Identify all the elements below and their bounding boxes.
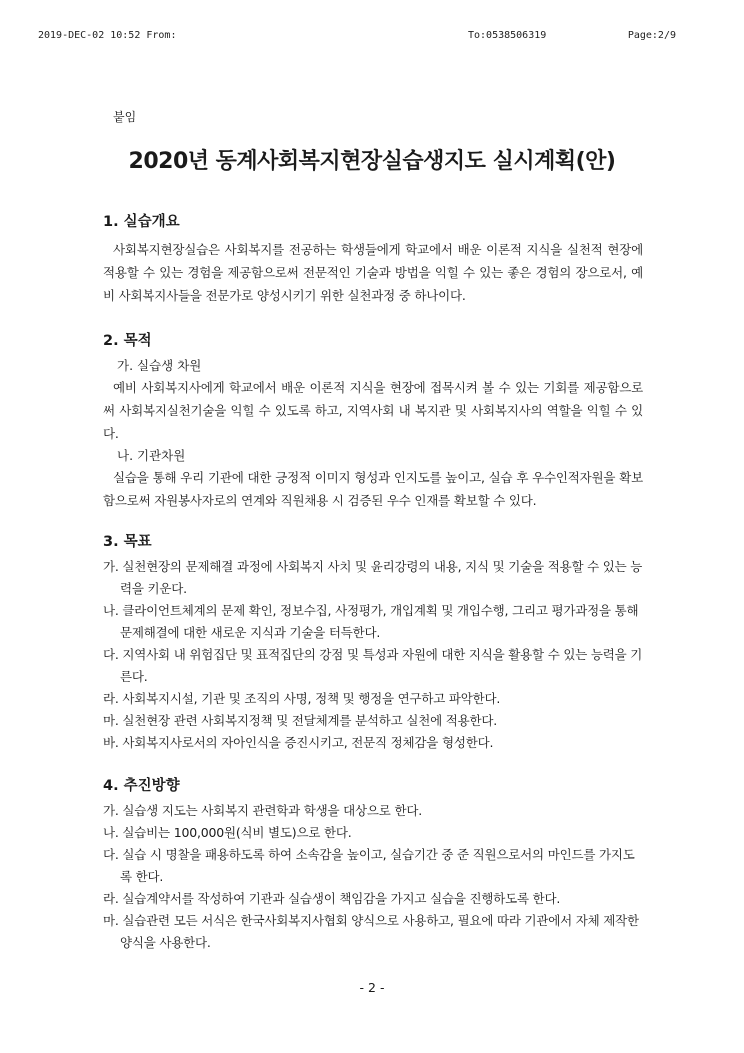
- subsection-heading: 가. 실습생 차원: [117, 358, 202, 373]
- list-item: 마. 실천현장 관련 사회복지정책 및 전달체계를 분석하고 실천에 적용한다.: [103, 713, 497, 728]
- fax-header: [38, 30, 676, 44]
- section-goals: [103, 532, 643, 754]
- list-item: 라. 실습계약서를 작성하여 기관과 실습생이 책임감을 가지고 실습을 진행하도록 한다.: [103, 891, 561, 906]
- list-item: 바. 사회복지사로서의 자아인식을 증진시키고, 전문직 정체감을 형성한다.: [103, 735, 494, 750]
- section-paragraph: 사회복지현장실습은 사회복지를 전공하는 학생들에게 학교에서 배운 이론적 지식을 실천적 현장에 적용할 수 있는 경험을 제공함으로써 전문적인 기술과 방법을 익힐 수 있는 좋은 경험의 장으로서, 예비 사회복지사들을 전문가로 양성시키기 위한 실천과정 중 하나이다.: [103, 242, 643, 303]
- subsection-heading: 나. 기관차원: [117, 448, 186, 463]
- document-title: 2020년 동계사회복지현장실습생지도 실시계획(안): [128, 149, 616, 174]
- list-item: 라. 사회복지시설, 기관 및 조직의 사명, 정책 및 행정을 연구하고 파악한다.: [103, 691, 501, 706]
- section-overview: [103, 212, 643, 307]
- list-item: 나. 실습비는 100,000원(식비 별도)으로 한다.: [103, 825, 352, 840]
- section-direction: [103, 776, 643, 954]
- list-item: 나. 클라이언트체계의 문제 확인, 정보수집, 사정평가, 개입계획 및 개입수행, 그리고 평가과정을 통해 문제해결에 대한 새로운 지식과 기술을 터득한다.: [103, 603, 639, 640]
- section-heading: 2. 목적: [103, 333, 152, 349]
- document-body: [103, 212, 643, 954]
- subsection-paragraph: 실습을 통해 우리 기관에 대한 긍정적 이미지 형성과 인지도를 높이고, 실습 후 우수인적자원을 확보함으로써 자원봉사자로의 연계와 직원채용 시 검증된 우수 인재를 확보할 수 있다.: [103, 470, 643, 508]
- list-item: 마. 실습관련 모든 서식은 한국사회복지사협회 양식으로 사용하고, 필요에 따라 기관에서 자체 제작한 양식을 사용한다.: [103, 913, 639, 950]
- list-item: 가. 실천현장의 문제해결 과정에 사회복지 사치 및 윤리강령의 내용, 지식 및 기술을 적용할 수 있는 능력을 키운다.: [103, 559, 643, 596]
- fax-page-count: Page:2/9: [627, 30, 676, 41]
- attachment-label: 붙임: [113, 110, 137, 124]
- list-item: 가. 실습생 지도는 사회복지 관련학과 학생을 대상으로 한다.: [103, 803, 422, 818]
- fax-timestamp: 2019-DEC-02 10:52 From:: [38, 30, 177, 41]
- list-item: 다. 지역사회 내 위험집단 및 표적집단의 강점 및 특성과 자원에 대한 지식을 활용할 수 있는 능력을 기른다.: [103, 647, 643, 684]
- section-heading: 3. 목표: [103, 534, 152, 550]
- fax-recipient: To:0538506319: [468, 30, 547, 41]
- subsection-paragraph: 예비 사회복지사에게 학교에서 배운 이론적 지식을 현장에 접목시켜 볼 수 있는 기회를 제공함으로써 사회복지실천기술을 익힐 수 있도록 하고, 지역사회 내 복지관 및 사회복지사의 역할을 익힐 수 있다.: [103, 380, 643, 441]
- list-item: 다. 실습 시 명찰을 패용하도록 하여 소속감을 높이고, 실습기간 중 준 직원으로서의 마인드를 가지도록 한다.: [103, 847, 635, 884]
- section-heading: 1. 실습개요: [103, 214, 180, 230]
- section-heading: 4. 추진방향: [103, 778, 180, 794]
- page-number: - 2 -: [359, 980, 385, 995]
- section-purpose: [103, 331, 643, 512]
